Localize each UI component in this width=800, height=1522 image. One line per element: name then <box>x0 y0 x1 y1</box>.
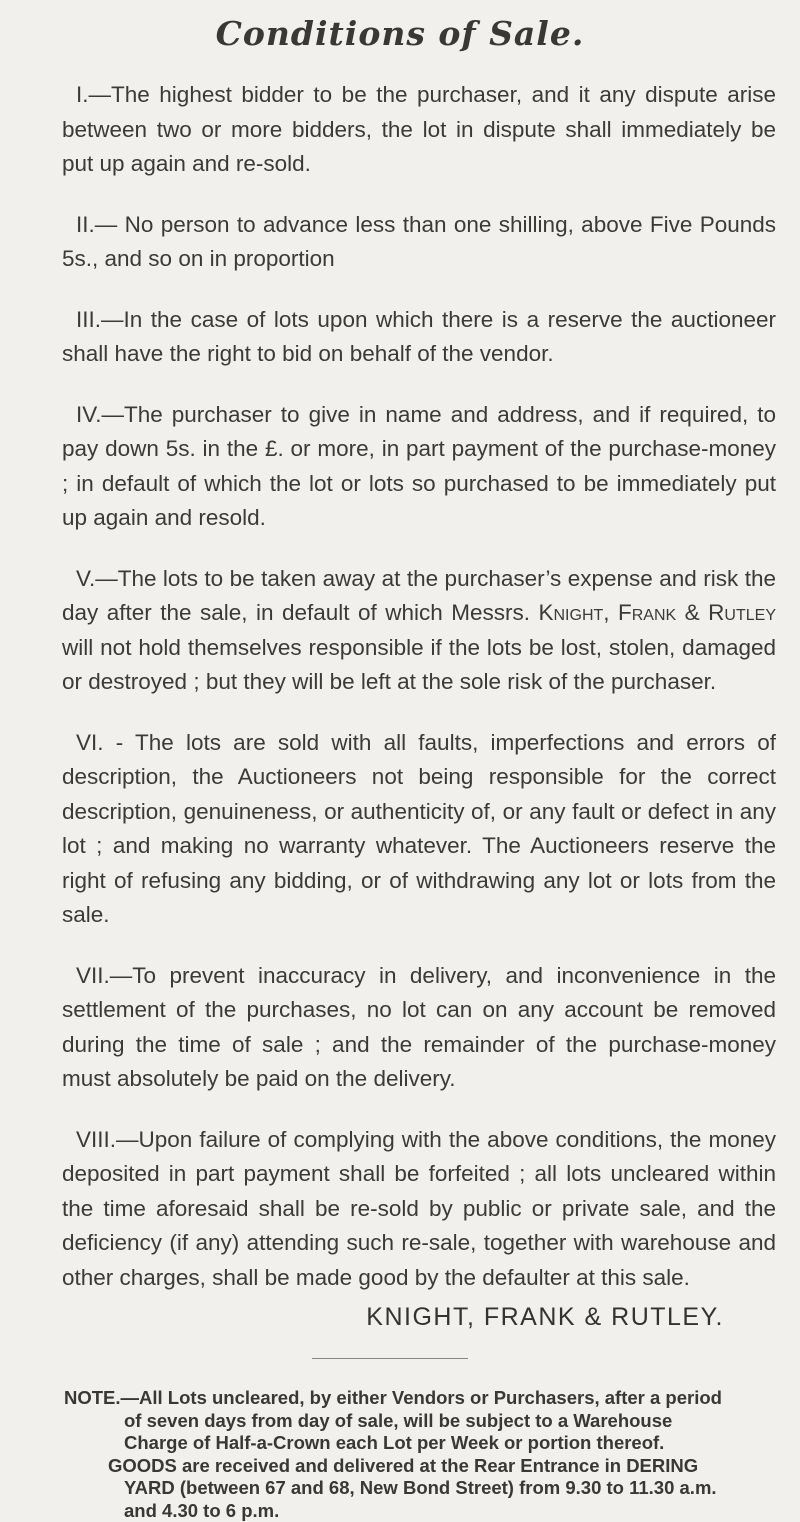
auctioneer-signature: KNIGHT, FRANK & RUTLEY. <box>62 1303 724 1332</box>
condition-2 <box>62 208 776 277</box>
note-line: NOTE.—All Lots uncleared, by either Vendors or Purchasers, after a period <box>64 1387 722 1408</box>
condition-3 <box>62 303 776 372</box>
condition-5 <box>62 562 776 700</box>
divider <box>312 1358 468 1359</box>
note-line: and 4.30 to 6 p.m. <box>64 1500 776 1522</box>
condition-numeral: VIII. <box>76 1127 116 1152</box>
condition-text: - The lots are sold with all faults, imperfections and errors of description, the Auctioneers not being responsible for the correct description, genuineness, or authenticity of, or any fault or defect in any lot ; and making no warranty whatever. The Auctioneers reserve the right of refusing any bidding, or of withdrawing any lot or lots from the sale. <box>62 730 776 928</box>
condition-text: — No person to advance less than one shilling, above Five Pounds 5s., and so on in proportion <box>62 212 776 272</box>
page-title: Conditions of Sale. <box>0 14 800 53</box>
condition-text: —The purchaser to give in name and address, and if required, to pay down 5s. in the £. or more, in part payment of the purchase-money ; in default of which the lot or lots so purchased to be immediately put up again and resold. <box>62 402 776 531</box>
note-block <box>64 1387 776 1522</box>
condition-text: —The highest bidder to be the purchaser, and it any dispute arise between two or more bidders, the lot in dispute shall immediately be put up again and re-sold. <box>62 82 776 176</box>
note-line: Charge of Half-a-Crown each Lot per Week or portion thereof. <box>64 1432 776 1455</box>
condition-text: —The lots to be taken away at the purchaser’s expense and risk the day after the sale, in default of which Messrs. <box>62 566 776 626</box>
condition-4 <box>62 398 776 536</box>
condition-7 <box>62 959 776 1097</box>
condition-text: will not hold themselves responsible if the lots be lost, stolen, damaged or destroyed ; but they will be left at the sole risk of the purchaser. <box>62 635 776 695</box>
note-line: of seven days from day of sale, will be subject to a Warehouse <box>64 1410 776 1433</box>
condition-text: —Upon failure of complying with the above conditions, the money deposited in part payment shall be forfeited ; all lots uncleared within the time aforesaid shall be re-sold by public or private sale, and the deficiency (if any) attending such re-sale, together with warehouse and other charges, shall be made good by the defaulter at this sale. <box>62 1127 776 1290</box>
condition-text: —In the case of lots upon which there is a reserve the auctioneer shall have the right to bid on behalf of the vendor. <box>62 307 776 367</box>
condition-numeral: V. <box>76 566 95 591</box>
note-line: YARD (between 67 and 68, New Bond Street) from 9.30 to 11.30 a.m. <box>64 1477 776 1500</box>
condition-1 <box>62 78 776 182</box>
condition-numeral: VII. <box>76 963 110 988</box>
condition-numeral: VI. <box>76 730 104 755</box>
condition-numeral: II. <box>76 212 95 237</box>
condition-6 <box>62 726 776 933</box>
condition-numeral: I. <box>76 82 89 107</box>
condition-8 <box>62 1123 776 1296</box>
firm-name: Knight, Frank & Rutley <box>539 600 777 625</box>
condition-numeral: III. <box>76 307 101 332</box>
note-line: GOODS are received and delivered at the Rear Entrance in DERING <box>64 1455 776 1478</box>
condition-text: —To prevent inaccuracy in delivery, and inconvenience in the settlement of the purchases, no lot can on any account be removed during the time of sale ; and the remainder of the purchase-money must absolutely be paid on the delivery. <box>62 963 776 1092</box>
condition-numeral: IV. <box>76 402 101 427</box>
